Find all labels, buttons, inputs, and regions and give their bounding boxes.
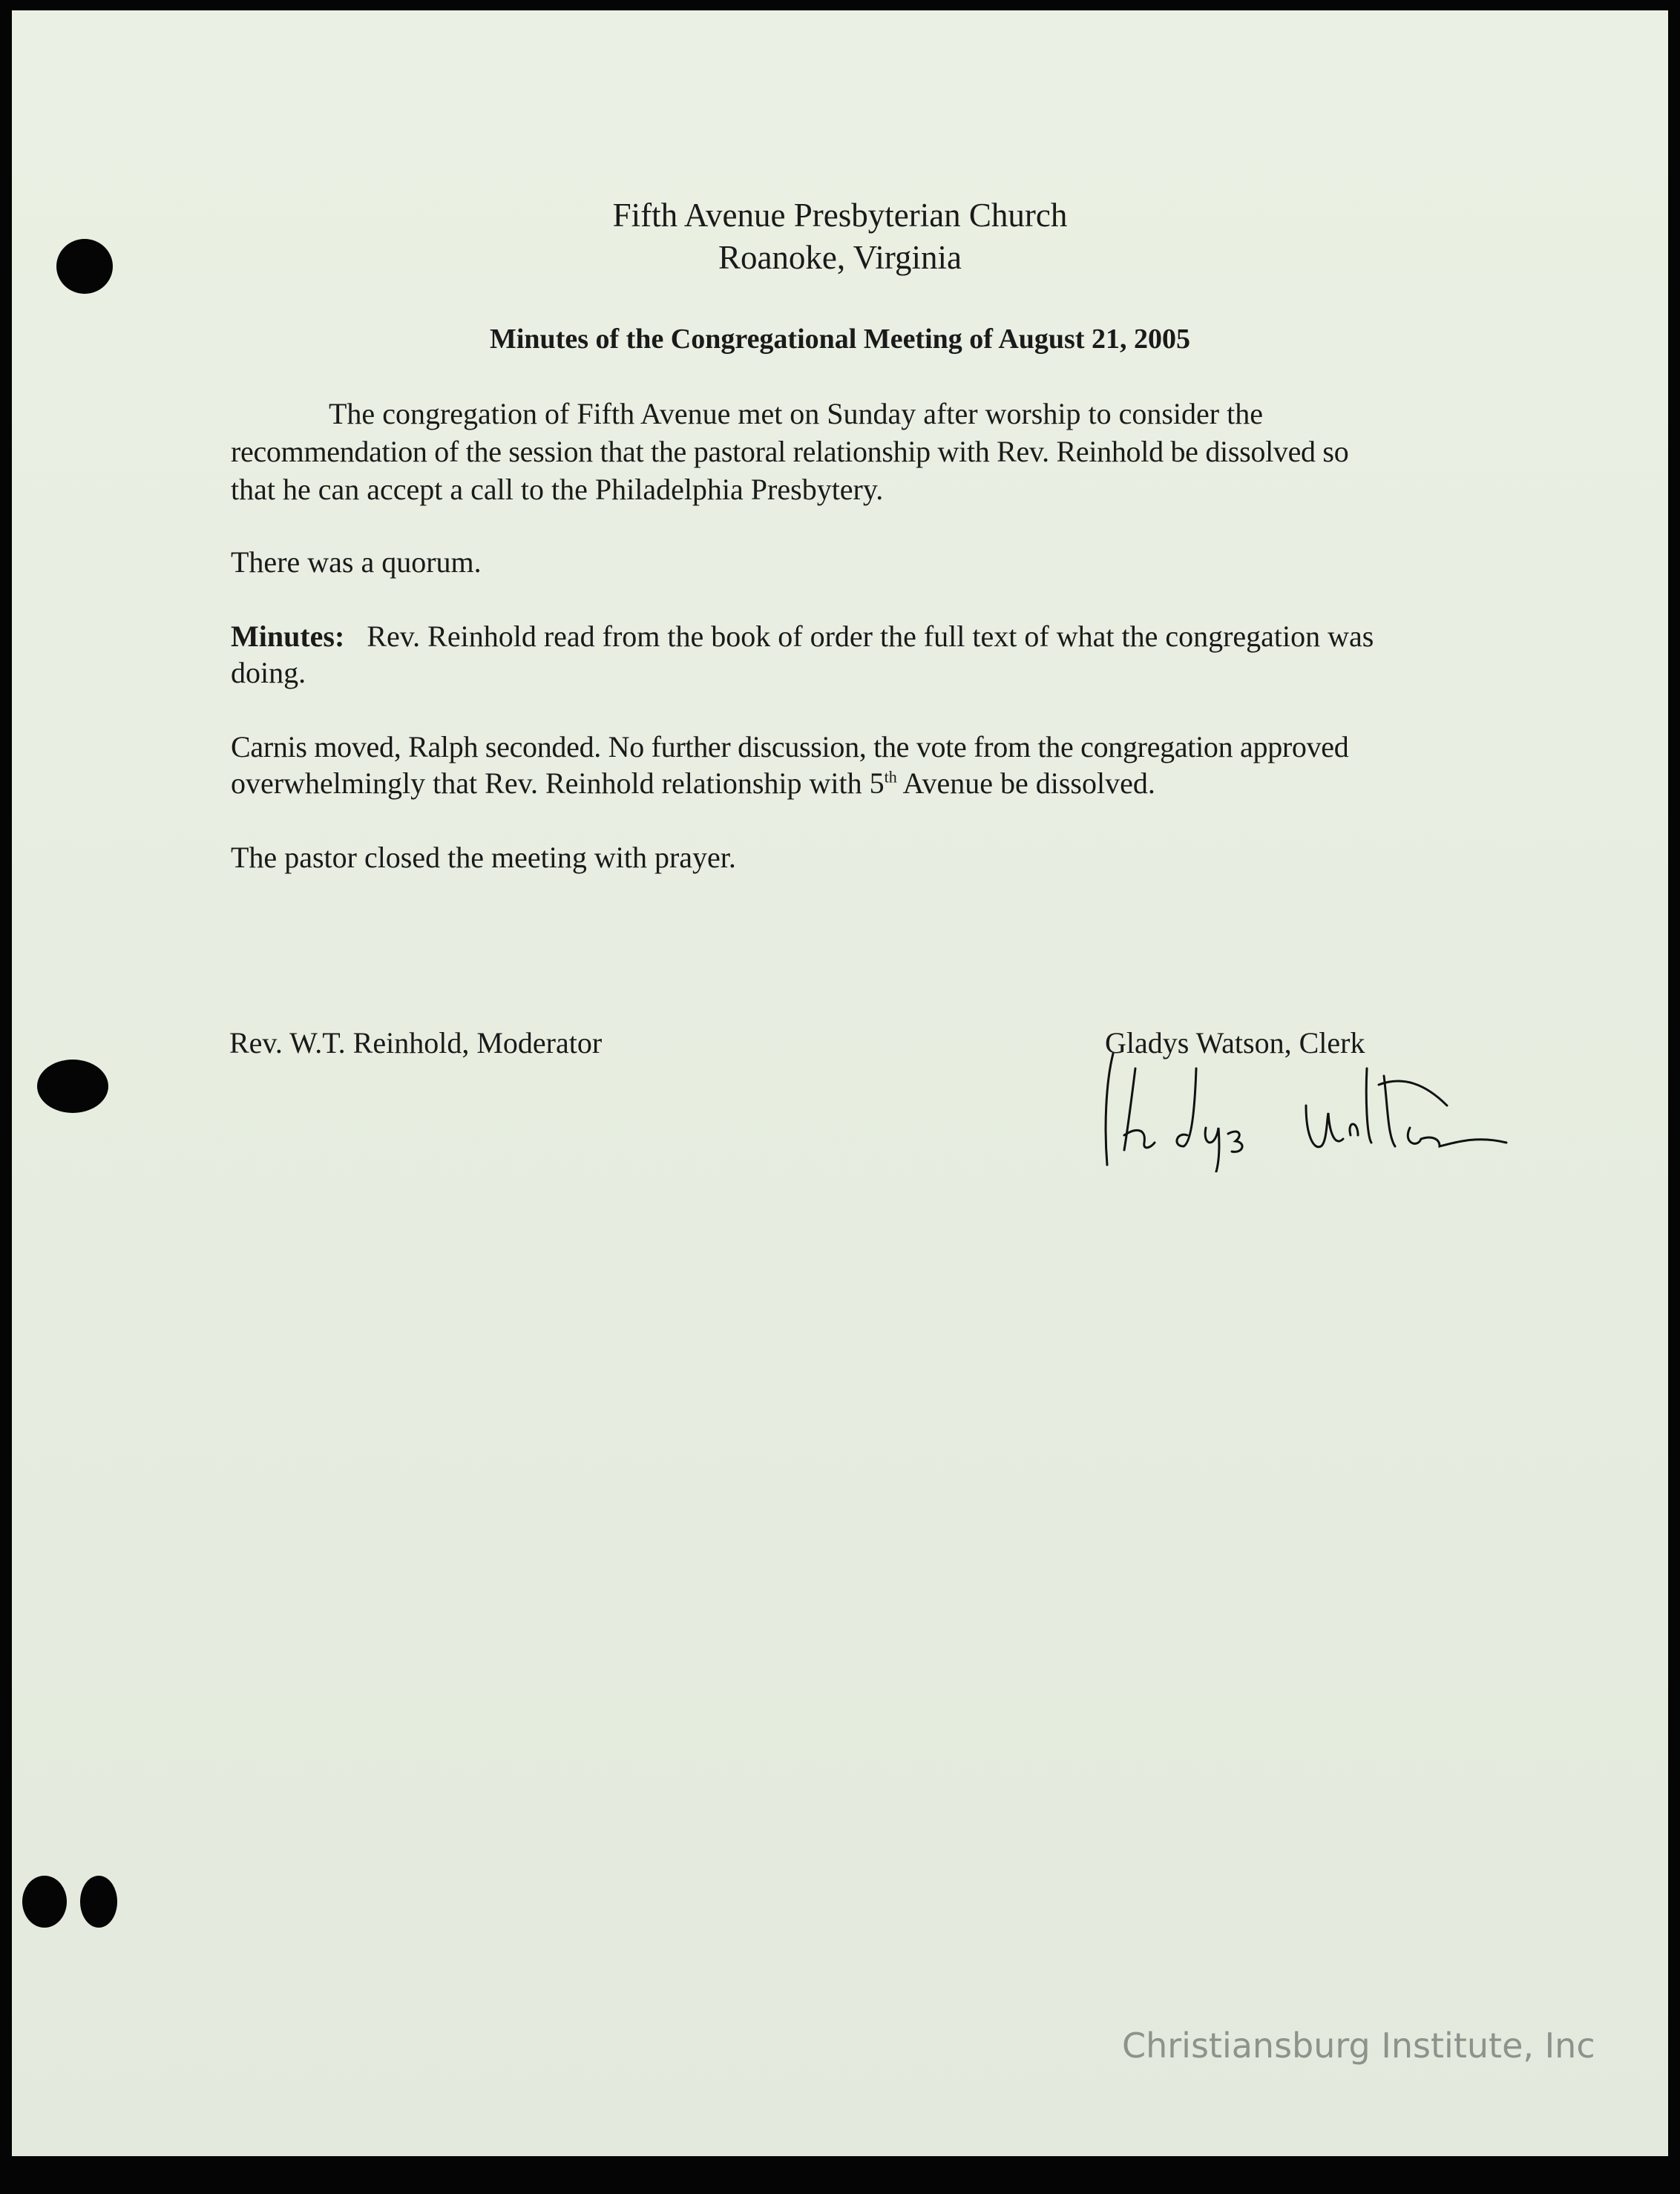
clerk-signature-line: Gladys Watson, Clerk [1105,1026,1365,1060]
punch-hole [22,1876,67,1928]
closing-text: The pastor closed the meeting with prayer. [231,841,736,874]
minutes-label: Minutes: [231,620,345,653]
minutes-line2: doing. [231,656,306,689]
quorum-text: There was a quorum. [231,545,482,579]
church-name: Fifth Avenue Presbyterian Church [612,197,1068,234]
handwritten-signature [1091,1024,1610,1172]
motion-line1: Carnis moved, Ralph seconded. No further discussion, the vote from the congregation approved [231,730,1349,763]
moderator-signature-line: Rev. W.T. Reinhold, Moderator [229,1026,603,1060]
punch-hole [37,1060,108,1113]
minutes-text: Rev. Reinhold read from the book of order the full text of what the congregation was [367,620,1374,653]
paragraph-line: The congregation of Fifth Avenue met on Sunday after worship to consider the [329,397,1263,430]
watermark: Christiansburg Institute, Inc [1122,2026,1595,2066]
minutes-line [231,618,1374,654]
document-title: Minutes of the Congregational Meeting of August 21, 2005 [490,323,1190,355]
church-location: Roanoke, Virginia [718,239,962,276]
punch-hole [80,1876,117,1928]
motion-text: Avenue be dissolved. [896,766,1155,800]
motion-line2 [231,765,1155,801]
motion-text: overwhelmingly that Rev. Reinhold relationship with 5 [231,766,885,800]
ordinal-suffix: th [884,767,897,786]
paragraph-line: recommendation of the session that the pastoral relationship with Rev. Reinhold be dissolved so [231,435,1349,468]
paragraph-line: that he can accept a call to the Philadelphia Presbytery. [231,473,884,506]
